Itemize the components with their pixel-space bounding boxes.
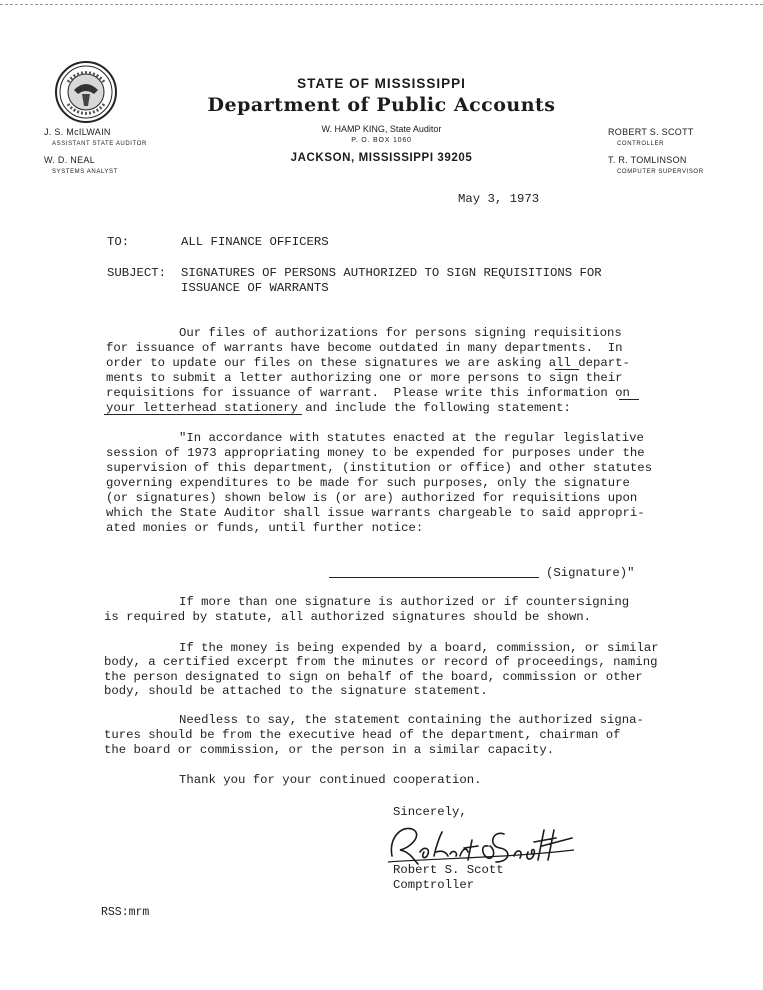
paragraph3-line: the person designated to sign on behalf of the board, commission or other	[104, 670, 643, 684]
left-officer-title: SYSTEMS ANALYST	[52, 169, 118, 175]
signer-title: Comptroller	[393, 878, 475, 892]
letterhead-department: Department of Public Accounts	[207, 94, 556, 116]
paragraph2-line: If more than one signature is authorized or if countersigning	[179, 595, 630, 609]
letter-date: May 3, 1973	[458, 192, 540, 206]
paragraph3-line: body, a certified excerpt from the minutes or record of proceedings, naming	[104, 655, 658, 669]
quote-line: (or signatures) shown below is (or are) authorized for requisitions upon	[106, 491, 638, 505]
left-officer-name: J. S. McILWAIN	[44, 127, 111, 137]
paragraph1-line: your letterhead stationery and include the following statement:	[106, 401, 571, 415]
right-officer-name: T. R. TOMLINSON	[608, 155, 687, 165]
paragraph4-line: Needless to say, the statement containing the authorized signa-	[179, 713, 644, 727]
left-officer-name: W. D. NEAL	[44, 155, 96, 165]
subject-line: SIGNATURES OF PERSONS AUTHORIZED TO SIGN REQUISITIONS FOR	[181, 266, 602, 280]
paragraph1-line: ments to submit a letter authorizing one or more persons to sign their	[106, 371, 623, 385]
paragraph1-line: for issuance of warrants have become outdated in many departments. In	[106, 341, 623, 355]
quote-line: "In accordance with statutes enacted at the regular legislative	[179, 431, 644, 445]
closing: Sincerely,	[393, 805, 467, 819]
paragraph4-line: the board or commission, or the person in a similar capacity.	[104, 743, 555, 757]
signer-name: Robert S. Scott	[393, 863, 504, 877]
underline-on	[619, 399, 639, 400]
to-label: TO:	[107, 235, 130, 249]
paragraph3-line: body, should be attached to the signature statement.	[104, 684, 488, 698]
letterhead-state: STATE OF MISSISSIPPI	[297, 76, 466, 91]
thanks-line: Thank you for your continued cooperation.	[179, 773, 482, 787]
subject-label: SUBJECT:	[107, 266, 167, 280]
right-officer-title: CONTROLLER	[617, 141, 665, 147]
paragraph3-line: If the money is being expended by a board, commission, or similar	[179, 641, 659, 655]
letterhead-pobox: P. O. BOX 1060	[351, 137, 412, 144]
quote-line: which the State Auditor shall issue warrants chargeable to said appropri-	[106, 506, 645, 520]
page-top-edge	[0, 4, 763, 5]
paragraph2-line: is required by statute, all authorized signatures should be shown.	[104, 610, 592, 624]
paragraph1-line: order to update our files on these signatures we are asking all depart-	[106, 356, 630, 370]
to-value: ALL FINANCE OFFICERS	[181, 235, 329, 249]
signature-caption: (Signature)"	[546, 566, 635, 580]
right-officer-name: ROBERT S. SCOTT	[608, 127, 694, 137]
signature-line	[329, 577, 539, 578]
typist-initials: RSS:mrm	[101, 906, 150, 919]
letterhead-auditor: W. HAMP KING, State Auditor	[321, 124, 442, 134]
letterhead-city: JACKSON, MISSISSIPPI 39205	[290, 152, 473, 164]
underline-letterhead	[104, 414, 302, 415]
underline-all	[555, 369, 579, 370]
quote-line: governing expenditures to be made for such purposes, only the signature	[106, 476, 630, 490]
subject-line: ISSUANCE OF WARRANTS	[181, 281, 329, 295]
paragraph4-line: tures should be from the executive head of the department, chairman of	[104, 728, 621, 742]
right-officer-title: COMPUTER SUPERVISOR	[617, 169, 704, 175]
left-officer-title: ASSISTANT STATE AUDITOR	[52, 141, 147, 147]
quote-line: ated monies or funds, until further notice:	[106, 521, 424, 535]
paragraph1-line: Our files of authorizations for persons signing requisitions	[179, 326, 622, 340]
paragraph1-line: requisitions for issuance of warrant. Please write this information on	[106, 386, 630, 400]
quote-line: session of 1973 appropriating money to be expended for purposes under the	[106, 446, 645, 460]
quote-line: supervision of this department, (institution or office) and other statutes	[106, 461, 653, 475]
